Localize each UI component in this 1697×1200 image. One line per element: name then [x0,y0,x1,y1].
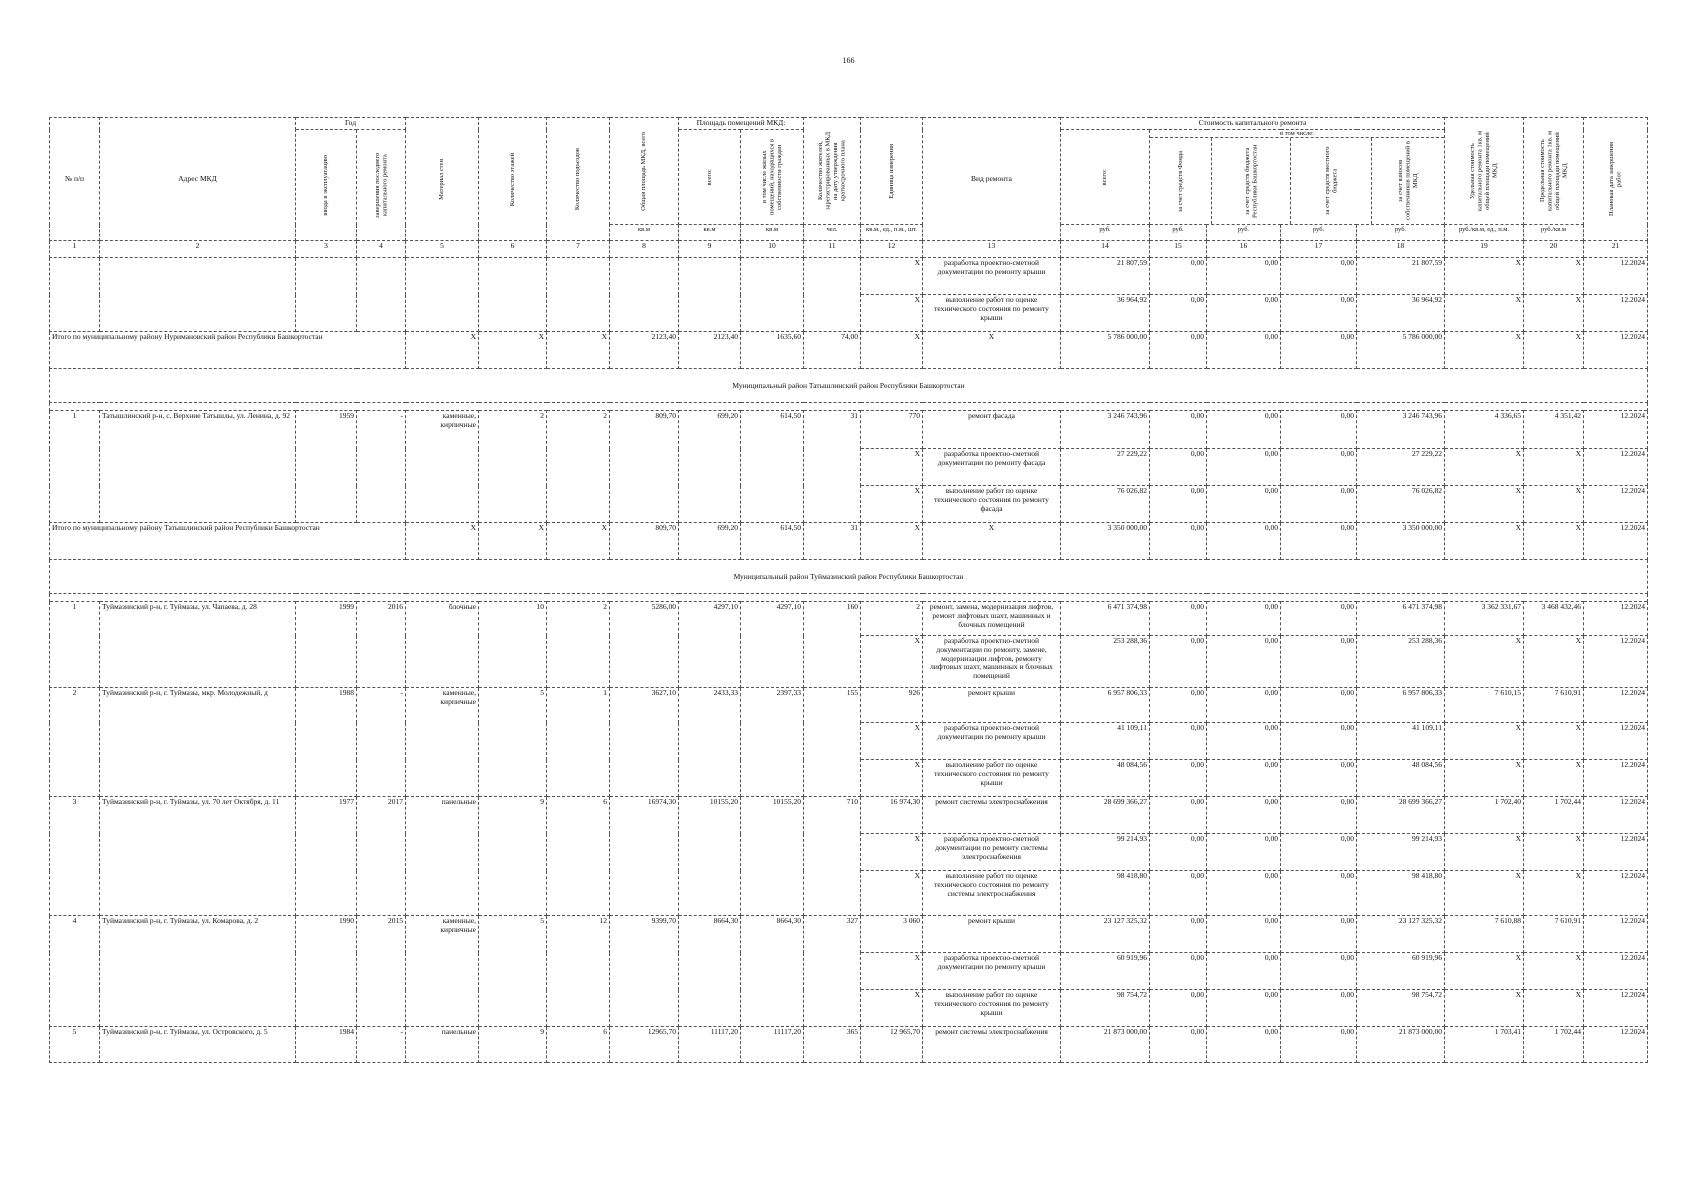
hdr-cost-local: за счет средств местного бюджета [1323,147,1338,216]
hdr-total-area: Общая площадь МКД, всего [610,118,679,225]
column-numbers-row: 1 2 3 4 5 6 7 8 9 10 11 12 13 14 15 16 17 18 19 20 21 [50,241,1648,258]
table-row: X выполнение работ по оценке технического состояния по ремонту крыши 48 084,56 0,00 0,00 0,00 48 084,56 X X 12.2024 [50,760,1648,797]
hdr-cost-owners: за счет взносов собственников помещений в МКД [1396,142,1419,221]
table-row: X разработка проектно-сметной документации по ремонту фасада 27 229,22 0,00 0,00 0,00 27 229,22 X X 12.2024 [50,449,1648,486]
hdr-year-last-repair: завершения последнего капитального ремонта [357,130,406,241]
hdr-residents: Количество жителей, зарегистрированных в МКД на дату утверждения краткосрочного плана [804,118,861,225]
hdr-floors: Количество этажей [479,118,547,241]
table-row: X разработка проектно-сметной документации по ремонту системы электроснабжения 99 214,93 0,00 0,00 0,00 99 214,93 X X 12.2024 [50,834,1648,871]
table-row: X разработка проектно-сметной документации по ремонту крыши 60 919,96 0,00 0,00 0,00 60 919,96 X X 12.2024 [50,953,1648,990]
table-row: 1 Туймазинский р-н, г. Туймазы, ул. Чапаева, д. 28 1999 2016 блочные 10 2 5286,00 4297,10 4297,10 160 2 ремонт, замена, модернизация лифтов, ремонт лифтовых шахт, машинных и блочных помещений 6 471 374,98 0,00 0,00 0,00 6 471 374,98 3 362 331,67 3 468 432,46 12.2024 [50,602,1648,636]
table-row: 4 Туймазинский р-н, г. Туймазы, ул. Комарова, д. 2 1990 2015 каменные, кирпичные 5 12 9399,70 8664,30 8664,30 327 3 060 ремонт крыши 23 127 325,32 0,00 0,00 0,00 23 127 325,32 7 610,88 7 610,91 12.2024 [50,916,1648,953]
hdr-repair-type: Вид ремонта [923,118,1061,241]
hdr-cost: Стоимость капитального ремонта [1061,118,1445,130]
table-row: 1 Татышлинский р-н, с. Верхние Татышлы, ул. Ленина, д. 92 1959 - каменные, кирпичные 2 2 809,70 699,20 614,50 31 770 ремонт фасада 3 246 743,96 0,00 0,00 0,00 3 246 743,96 4 336,65 4 351,42 12.2024 [50,411,1648,449]
hdr-unit-cost: Удельная стоимость капитального ремонта 1кв. м общей площади помещений МКД [1445,118,1524,225]
table-row: X разработка проектно-сметной документации по ремонту крыши 41 109,11 0,00 0,00 0,00 41 109,11 X X 12.2024 [50,723,1648,760]
section-heading-row [50,369,1648,403]
district-total-row: Итого по муниципальному району Татышлинский район Республики Башкортостан X X X 809,70 699,20 614,50 31 X X 3 350 000,00 0,00 0,00 0,00 3 350 000,00 X X 12.2024 [50,523,1648,560]
section-heading-row [50,560,1648,594]
hdr-num: № п/п [50,118,100,241]
hdr-entrances: Количество подъездов [547,118,610,241]
hdr-cost-total: всего: [1061,130,1150,225]
header-row-1 [50,118,1648,130]
table-row: X выполнение работ по оценке технического состояния по ремонту фасада 76 026,82 0,00 0,00 0,00 76 026,82 X X 12.2024 [50,486,1648,523]
hdr-cost-republic: за счет средств бюджета Республики Башкортостан [1243,144,1258,219]
hdr-premises-total: всего: [679,130,741,225]
table-row: X выполнение работ по оценке технического состояния по ремонту крыши 36 964,92 0,00 0,00 0,00 36 964,92 X X 12.2024 [50,295,1648,332]
table-row: X разработка проектно-сметной документации по ремонту крыши 21 807,59 0,00 0,00 0,00 21 807,59 X X 12.2024 [50,258,1648,295]
hdr-year: Год [296,118,406,130]
table-row: 3 Туймазинский р-н, г. Туймазы, ул. 70 лет Октября, д. 11 1977 2017 панельные 9 6 16974,30 10155,20 10155,20 710 16 974,30 ремонт системы электроснабжения 28 699 366,27 0,00 0,00 0,00 28 699 366,27 1 702,40 1 702,44 12.2024 [50,797,1648,834]
hdr-limit-cost: Предельная стоимость капитального ремонта 1кв. м общей площади помещений МКД [1524,118,1584,225]
hdr-cost-fund: за счет средств Фонда [1176,150,1184,213]
section-title: Муниципальный район Туймазинский район Республики Башкортостан [50,560,1648,594]
hdr-premises: Площадь помещений МКД: [679,118,804,130]
table-row: X выполнение работ по оценке технического состояния по ремонту системы электроснабжения 98 418,80 0,00 0,00 0,00 98 418,80 X X 12.2024 [50,871,1648,916]
hdr-premises-private: в том числе жилых помещений, находящихся в собственности граждан [741,130,804,225]
table-row: X выполнение работ по оценке технического состояния по ремонту крыши 98 754,72 0,00 0,00 0,00 98 754,72 X X 12.2024 [50,990,1648,1027]
section-title: Муниципальный район Татышлинский район Республики Башкортостан [50,369,1648,403]
hdr-unit: Единица измерения [861,118,923,225]
hdr-year-commission: ввода в эксплуатацию [296,130,357,241]
capital-repair-table [49,117,1648,1063]
table-row: 2 Туймазинский р-н, г. Туймазы, мкр. Молодежный, д 1988 - каменные, кирпичные 5 1 3627,10 2433,33 2397,33 155 926 ремонт крыши 6 957 806,33 0,00 0,00 0,00 6 957 806,33 7 610,15 7 610,91 12.2024 [50,688,1648,723]
header-units-row: кв.м кв.м кв.м чел. кв.м., ед., п.м., шт. руб. руб. руб. руб. руб. руб./кв.м, ед., п.м. руб./кв.м [50,225,1648,241]
hdr-deadline: Плановая дата завершения работ [1584,118,1648,241]
district-total-row: Итого по муниципальному району Нуримановский район Республики Башкортостан X X X 2123,40 2123,40 1635,60 74,00 X X 5 786 000,00 0,00 0,00 0,00 5 786 000,00 X X 12.2024 [50,332,1648,369]
hdr-wall: Материал стен [406,118,479,241]
hdr-address: Адрес МКД [100,118,296,241]
page-number: 166 [842,56,855,65]
table-row: X разработка проектно-сметной документации по ремонту, замене, модернизации лифтов, ремонту лифтовых шахт, машинных и блочных помещений 253 288,36 0,00 0,00 0,00 253 288,36 X X 12.2024 [50,636,1648,688]
table-row: 5 Туймазинский р-н, г. Туймазы, ул. Островского, д. 5 1984 - панельные 9 6 12965,70 11117,20 11117,20 365 12 965,70 ремонт системы электроснабжения 21 873 000,00 0,00 0,00 0,00 21 873 000,00 1 703,41 1 702,44 12.2024 [50,1027,1648,1063]
hdr-cost-incl: в том числе: за счет средств Фонда за счет средств бюджета Республики Башкортостан за счет средств местного бюджета за счет взносов собственников помещений в МКД [1150,130,1445,225]
